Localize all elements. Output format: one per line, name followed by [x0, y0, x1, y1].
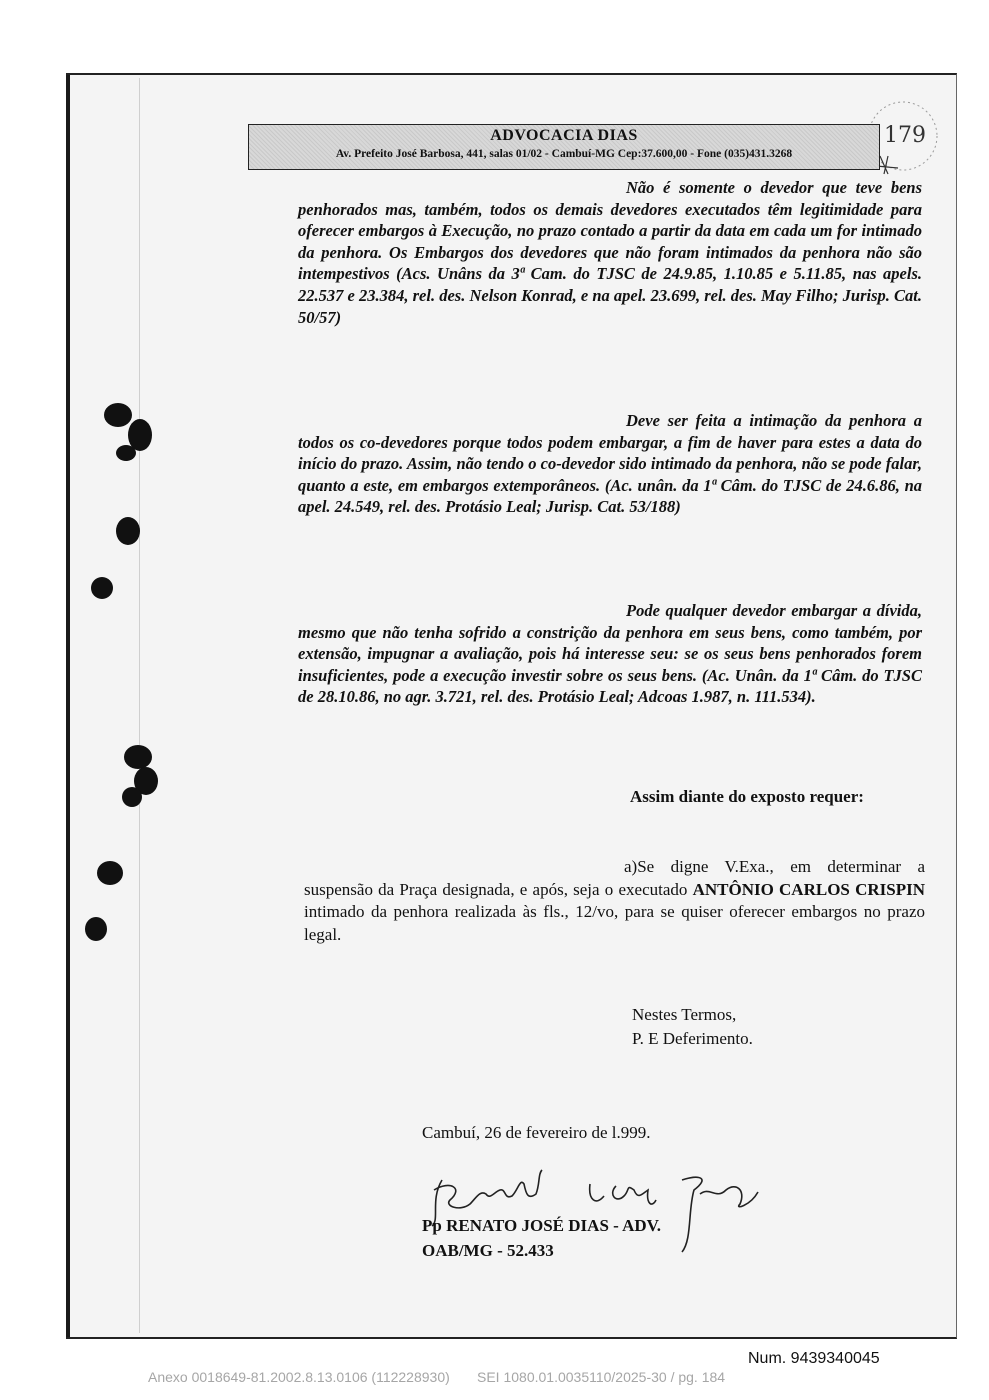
letterhead [248, 124, 880, 170]
signatory-block [422, 1213, 661, 1263]
date-line: Cambuí, 26 de fevereiro de l.999. [422, 1123, 651, 1142]
paragraph-1-text: Não é somente o devedor que teve bens penhorados mas, também, todos os demais devedores executados têm legitimidade para oferecer embargos à Execução, no prazo contado a partir da data em cada um for intimado da penhora. Os Embargos dos devedores que não foram intimados da penhora não são intempestivos (Acs. Unâns da 3ª Cam. do TJSC de 24.9.85, 1.10.85 e 5.11.85, nas apels. 22.537 e 23.384, rel. des. Nelson Konrad, e na apel. 23.699, rel. des. May Filho; Jurisp. Cat. 50/57) [298, 178, 922, 327]
closing-line-2: P. E Deferimento. [632, 1029, 753, 1048]
request-heading: Assim diante do exposto requer: [630, 787, 864, 806]
paragraph-2-text: Deve ser feita a intimação da penhora a todos os co-devedores porque todos podem embargar, a fim de haver para estes a data do início do prazo. Assim, não tendo o co-devedor sido intimado da penhora, não se pode falar, quanto a este, em embargos extemporâneos. (Ac. unân. da 1ª Câm. do TJSC de 24.6.86, na apel. 24.549, rel. des. Protásio Leal; Jurisp. Cat. 53/188) [298, 411, 922, 517]
signatory-name: Pp RENATO JOSÉ DIAS - ADV. [422, 1216, 662, 1235]
punch-holes [80, 395, 170, 955]
request-text-before: a)Se digne V.Exa., em determinar a suspensão da Praça designada, e após, seja o executado [304, 857, 925, 899]
signatory-oab: OAB/MG - 52.433 [422, 1241, 554, 1260]
executed-party-name: ANTÔNIO CARLOS CRISPIN [692, 879, 925, 899]
punch-hole [91, 577, 113, 599]
paragraph-1 [298, 177, 922, 328]
punch-hole [122, 787, 142, 807]
request-paragraph [304, 856, 925, 946]
paragraph-3 [298, 600, 922, 708]
punch-hole [124, 745, 152, 769]
letterhead-address: Av. Prefeito José Barbosa, 441, salas 01/02 - Cambuí-MG Cep:37.600,00 - Fone (035)431.3268 [335, 148, 793, 160]
document-number: Num. 9439340045 [748, 1350, 880, 1367]
annex-reference: Anexo 0018649-81.2002.8.13.0106 (112228930) SEI 1080.01.0035110/2025-30 / pg. 184 [148, 1369, 726, 1385]
punch-hole [85, 917, 107, 941]
closing [632, 1003, 753, 1051]
punch-hole [104, 403, 132, 427]
punch-hole [116, 445, 136, 461]
punch-hole [128, 419, 152, 451]
paragraph-3-text: Pode qualquer devedor embargar a dívida, mesmo que não tenha sofrido a constrição da penhora em seus bens, como também, por extensão, impugnar a avaliação, pois há interesse seu: se os seus bens penhorados forem insuficientes, pode a execução investir sobre os seus bens. (Ac. Unân. da 1ª Câm. do TJSC de 28.10.86, no agr. 3.721, rel. des. Protásio Leal; Adcoas 1.987, n. 111.534). [298, 601, 922, 707]
paragraph-2 [298, 410, 922, 518]
punch-hole [116, 517, 140, 545]
request-text-after: intimado da penhora realizada às fls., 12/vo, para se quiser oferecer embargos no prazo legal. [304, 902, 925, 944]
closing-line-1: Nestes Termos, [632, 1005, 737, 1024]
letterhead-title: ADVOCACIA DIAS [490, 127, 638, 144]
punch-hole [97, 861, 123, 885]
stamp-page-number: 179 [884, 123, 926, 148]
